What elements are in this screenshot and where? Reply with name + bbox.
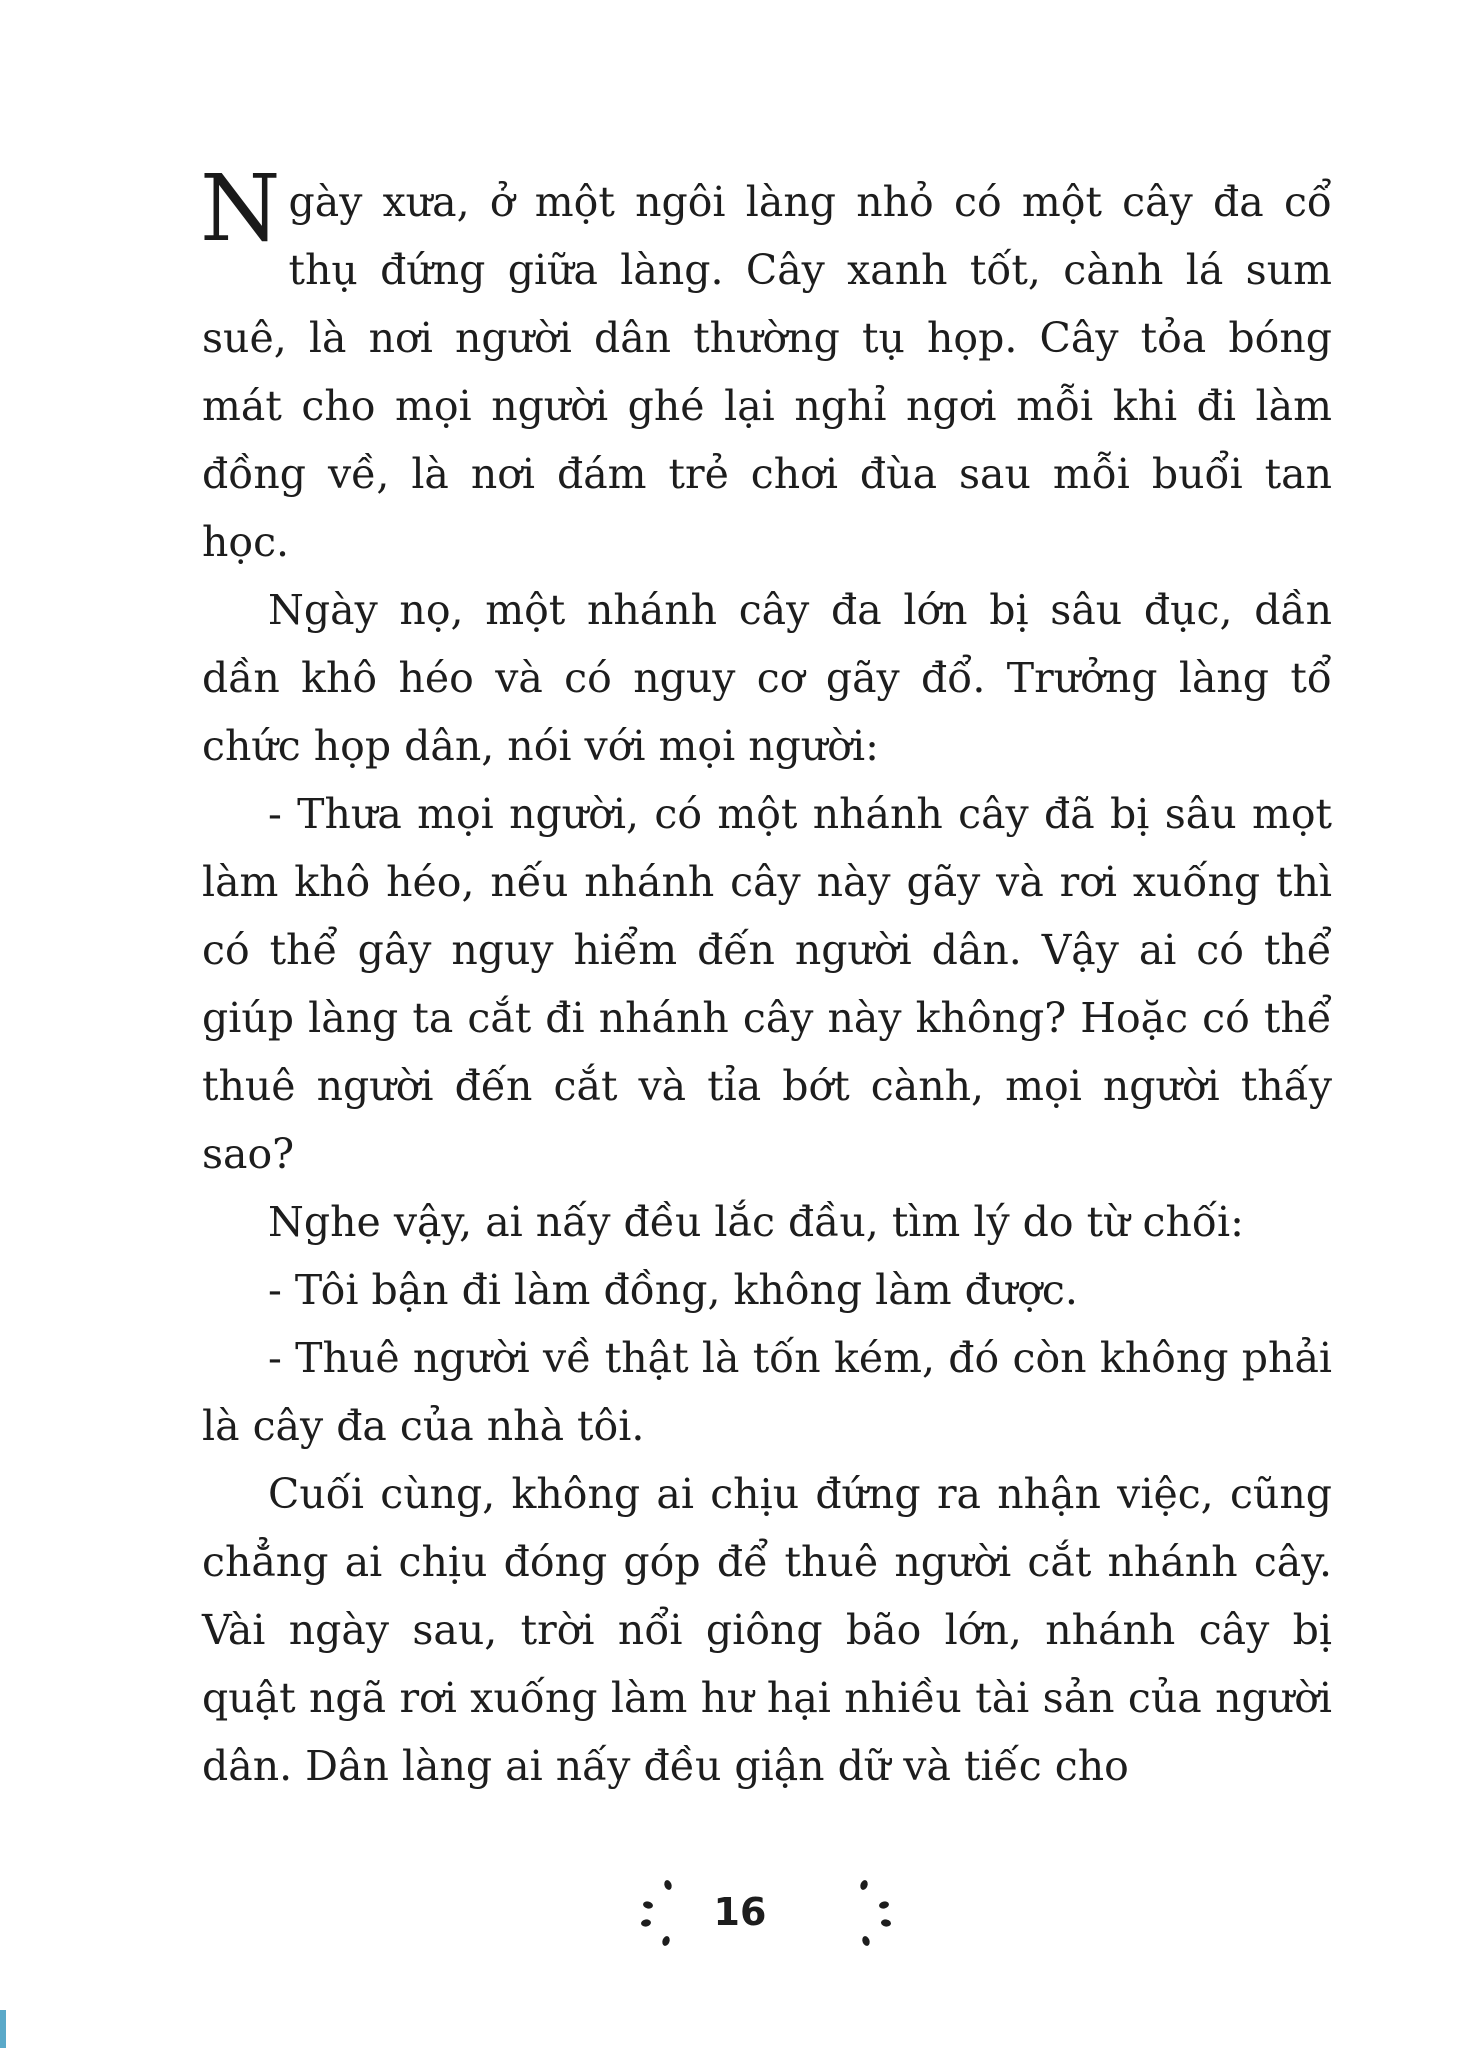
page-number: 16 bbox=[713, 1890, 767, 1934]
paragraph-2: Ngày nọ, một nhánh cây đa lớn bị sâu đục, dần dần khô héo và có nguy cơ gãy đổ. Trưởng làng tổ chức họp dân, nói với mọi người: bbox=[202, 586, 1332, 770]
paragraph-6: - Thuê người về thật là tốn kém, đó còn không phải là cây đa của nhà tôi. bbox=[202, 1334, 1332, 1450]
paragraph-1 bbox=[200, 155, 1332, 576]
dots-ornament-right-icon bbox=[840, 1875, 900, 1955]
story-text bbox=[200, 155, 1332, 1800]
paragraph-1-text: gày xưa, ở một ngôi làng nhỏ có một cây đa cổ thụ đứng giữa làng. Cây xanh tốt, cành lá sum suê, là nơi người dân thường tụ họp. Cây tỏa bóng mát cho mọi người ghé lại nghỉ ngơi mỗi khi đi làm đồng về, là nơi đám trẻ chơi đùa sau mỗi buổi tan học. bbox=[202, 178, 1332, 566]
paragraph-3: - Thưa mọi người, có một nhánh cây đã bị sâu mọt làm khô héo, nếu nhánh cây này gãy và rơi xuống thì có thể gây nguy hiểm đến người dân. Vậy ai có thể giúp làng ta cắt đi nhánh cây này không? Hoặc có thể thuê người đến cắt và tỉa bớt cành, mọi người thấy sao? bbox=[202, 790, 1332, 1178]
paragraph-7: Cuối cùng, không ai chịu đứng ra nhận việc, cũng chẳng ai chịu đóng góp để thuê người cắt nhánh cây. Vài ngày sau, trời nổi giông bão lớn, nhánh cây bị quật ngã rơi xuống làm hư hại nhiều tài sản của người dân. Dân làng ai nấy đều giận dữ và tiếc cho bbox=[202, 1470, 1332, 1790]
page-edge-mark bbox=[0, 2010, 6, 2048]
paragraph-4: Nghe vậy, ai nấy đều lắc đầu, tìm lý do từ chối: bbox=[268, 1198, 1244, 1246]
paragraph-5: - Tôi bận đi làm đồng, không làm được. bbox=[268, 1266, 1078, 1314]
drop-cap-letter: N bbox=[200, 155, 281, 262]
page-footer bbox=[0, 1875, 1480, 1975]
dots-ornament-left-icon bbox=[632, 1875, 692, 1955]
